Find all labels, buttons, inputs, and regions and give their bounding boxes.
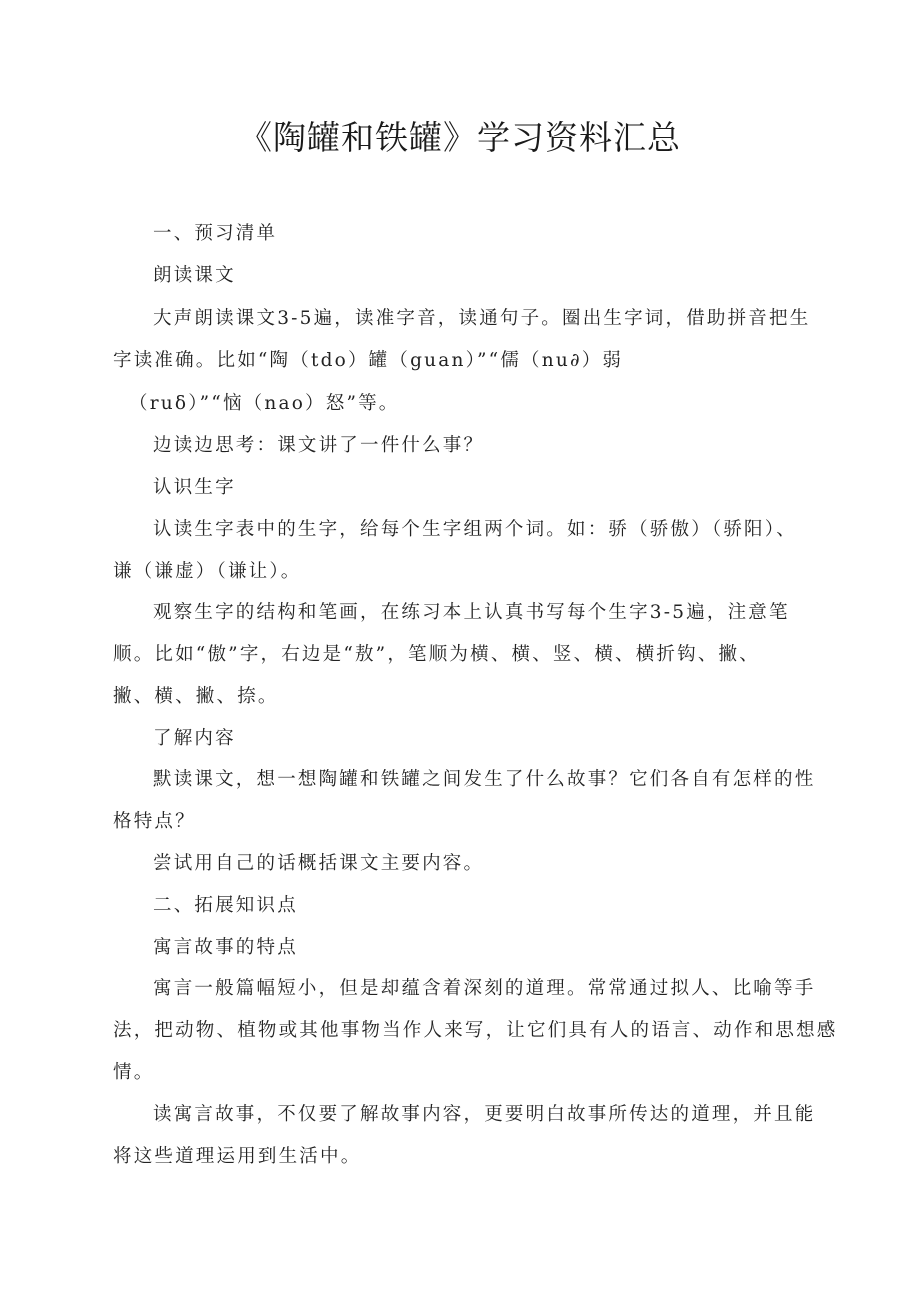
paragraph-line: 情。	[113, 1062, 155, 1083]
paragraph-line: 大声朗读课文3-5遍，读准字音，读通句子。圈出生字词，借助拼音把生	[153, 308, 811, 329]
section-heading-preview-list: 一、预习清单	[153, 223, 278, 244]
subheading-understand-content: 了解内容	[153, 728, 236, 749]
section-heading-extension: 二、拓展知识点	[153, 895, 298, 916]
paragraph-line: 边读边思考：课文讲了一件什么事？	[153, 435, 485, 456]
paragraph-line: 字读准确。比如“陶（tdo）罐（guan）”“儒（nu∂）弱	[113, 350, 624, 371]
paragraph-line: 顺。比如“傲”字，右边是“敖”，笔顺为横、横、竖、横、横折钩、撇、	[113, 644, 760, 665]
paragraph-line: 默读课文，想一想陶罐和铁罐之间发生了什么故事？它们各自有怎样的性	[153, 769, 816, 790]
paragraph-line: 法，把动物、植物或其他事物当作人来写，让它们具有人的语言、动作和思想感	[113, 1020, 838, 1041]
paragraph-line: 谦（谦虚）（谦让）。	[113, 561, 302, 582]
paragraph-line: 撇、横、撇、捺。	[113, 686, 279, 707]
document-title: 《陶罐和铁罐》学习资料汇总	[239, 118, 681, 157]
subheading-recognize-characters: 认识生字	[153, 477, 236, 498]
subheading-fable-features: 寓言故事的特点	[153, 937, 298, 958]
subheading-read-aloud: 朗读课文	[153, 265, 236, 286]
paragraph-line: 观察生字的结构和笔画，在练习本上认真书写每个生字3-5遍，注意笔	[153, 602, 790, 623]
paragraph-line: 寓言一般篇幅短小，但是却蕴含着深刻的道理。常常通过拟人、比喻等手	[153, 978, 816, 999]
paragraph-line: （ruδ）”“恼（nao）怒”等。	[129, 393, 400, 414]
paragraph-line: 格特点？	[113, 811, 196, 832]
paragraph-line: 读寓言故事，不仅要了解故事内容，更要明白故事所传达的道理，并且能	[153, 1104, 816, 1125]
paragraph-line: 尝试用自己的话概括课文主要内容。	[153, 853, 485, 874]
paragraph-line: 将这些道理运用到生活中。	[113, 1146, 362, 1167]
paragraph-line: 认读生字表中的生字，给每个生字组两个词。如：骄（骄傲）（骄阳）、	[153, 519, 797, 540]
